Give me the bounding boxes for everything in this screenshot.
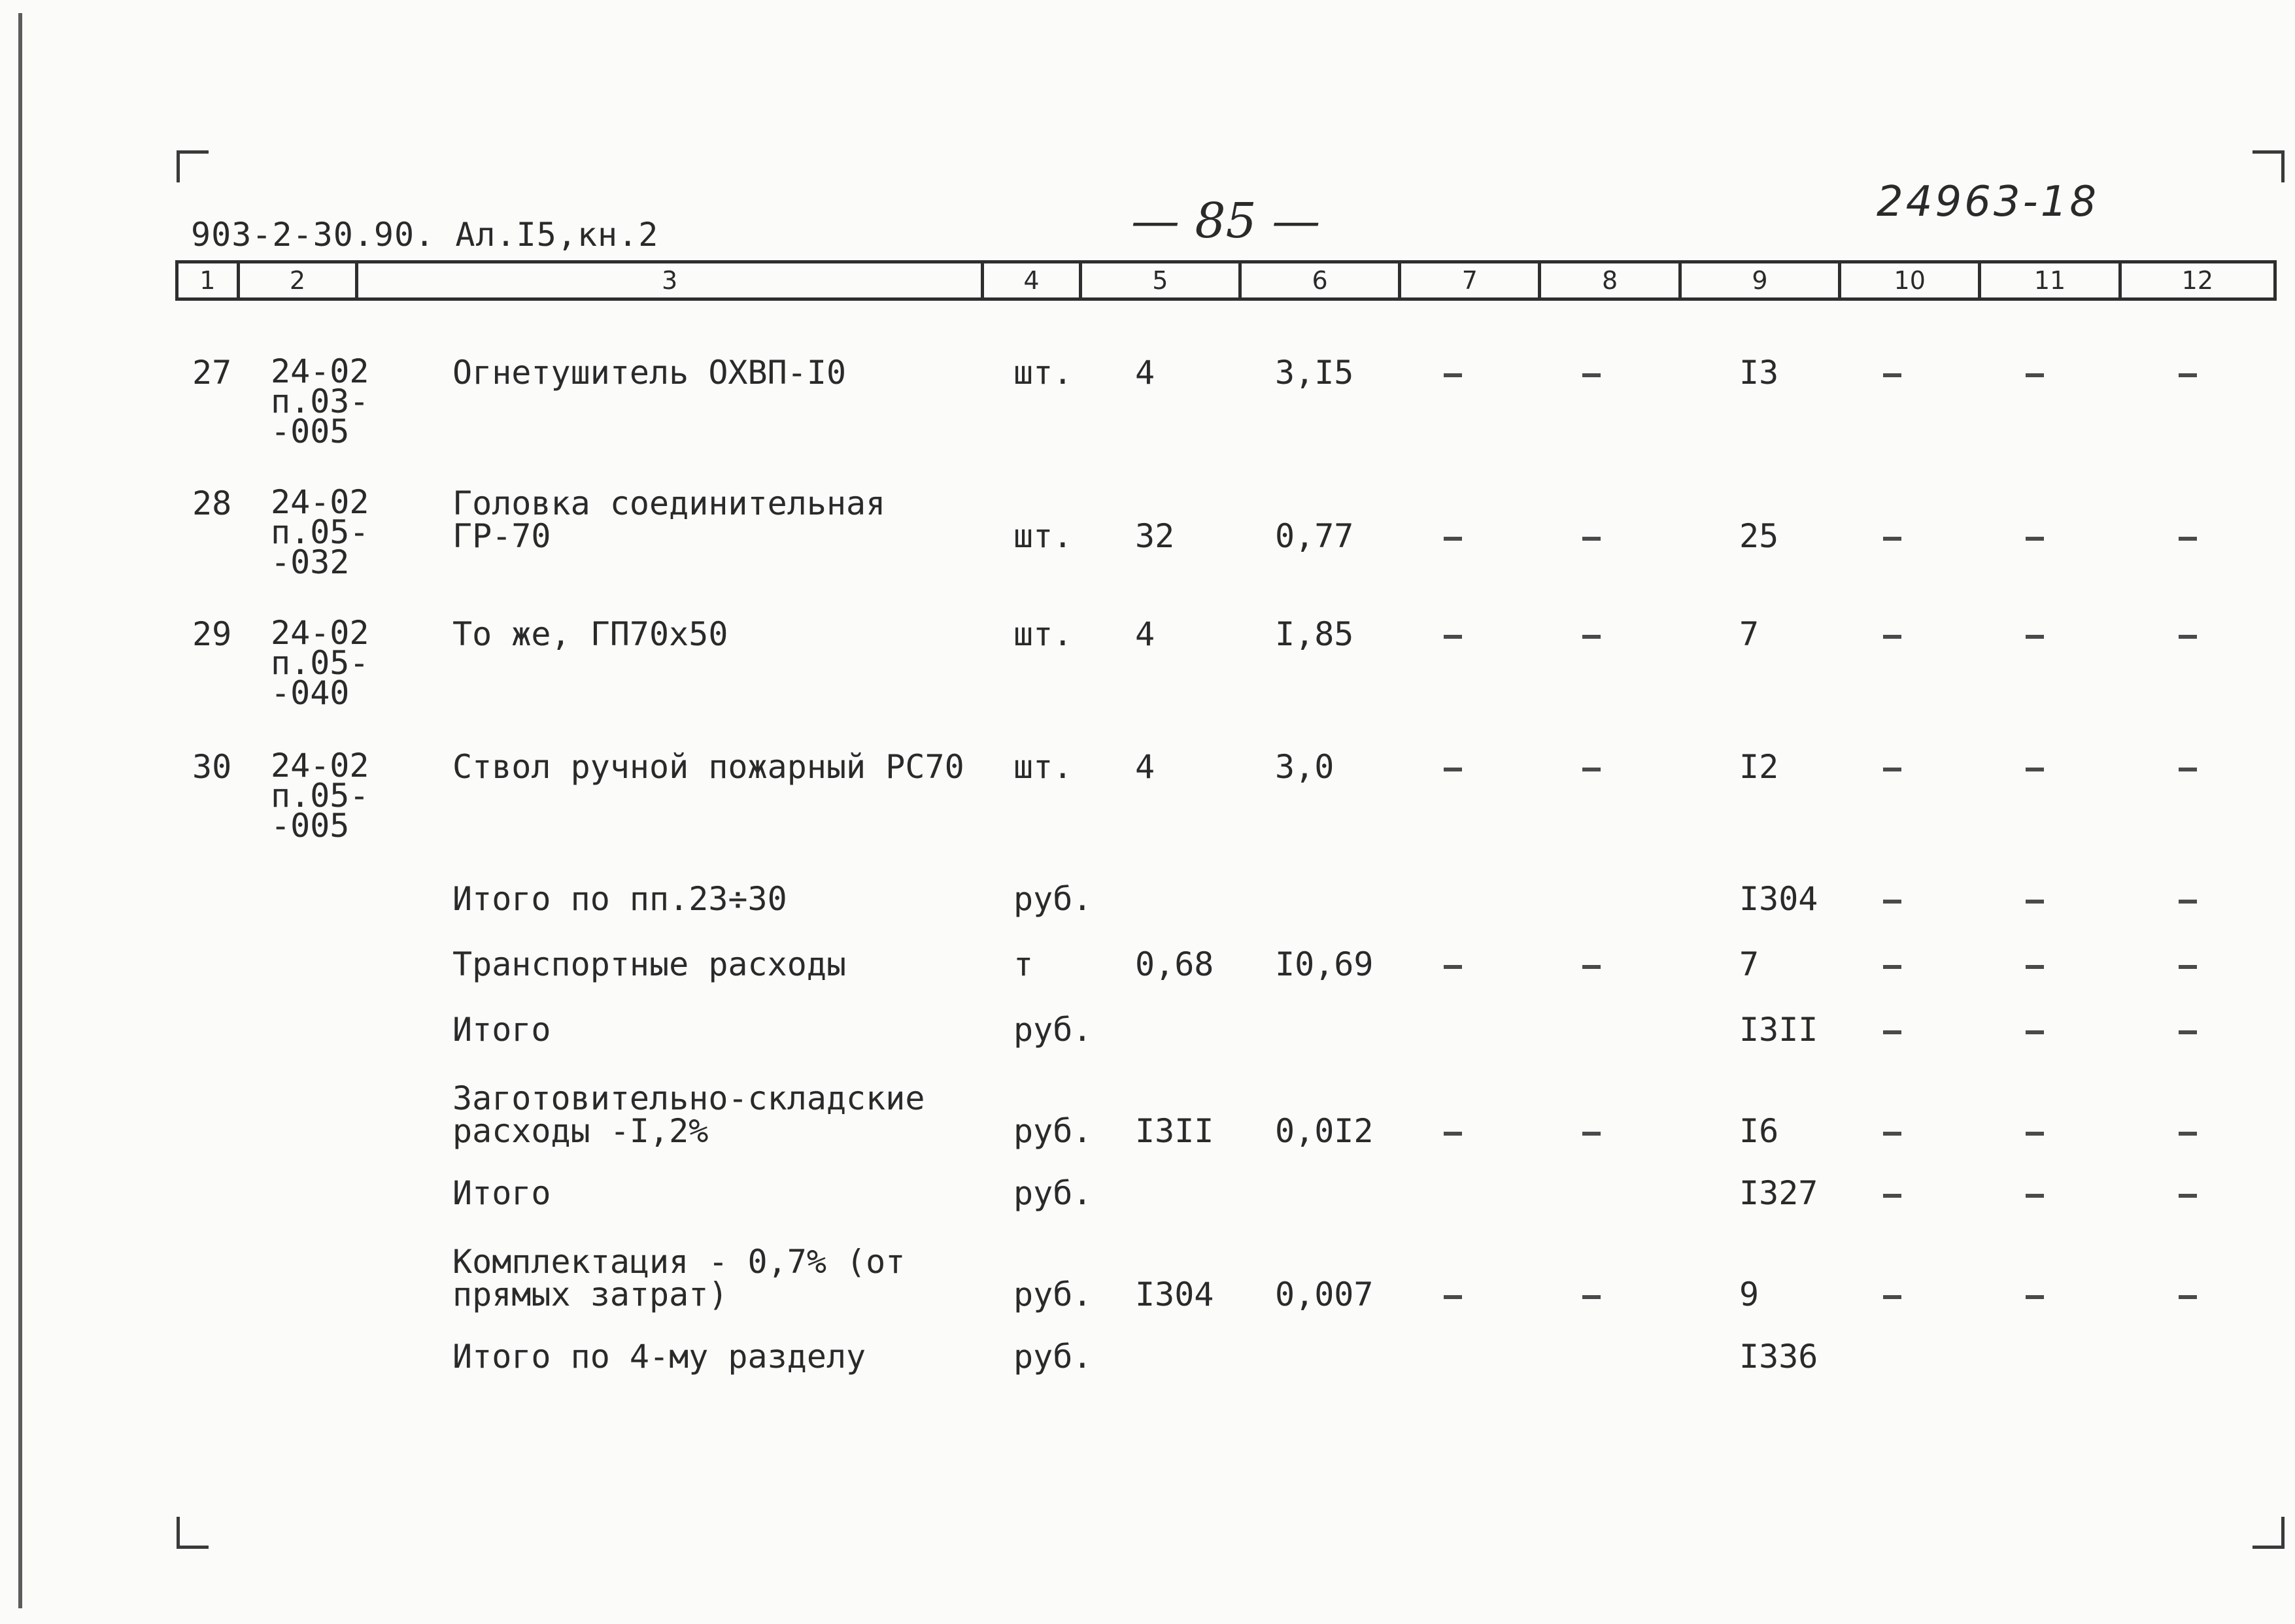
cell-total: I3II <box>1739 1011 1818 1049</box>
column-header-10: 10 <box>1841 263 1981 297</box>
cell-unit: руб. <box>1013 1338 1093 1376</box>
dash-mark <box>2026 768 2044 771</box>
dash-mark <box>2179 373 2197 377</box>
cell-name: Комплектация - 0,7% (от прямых затрат) <box>452 1243 906 1313</box>
dash-mark <box>1444 373 1462 377</box>
dash-mark <box>1883 1030 1901 1034</box>
dash-mark <box>1883 768 1901 771</box>
dash-mark <box>1883 965 1901 969</box>
cell-name: Итого <box>452 1011 551 1049</box>
dash-mark <box>2179 1295 2197 1299</box>
cell-unit: шт. <box>1013 615 1073 653</box>
dash-mark <box>1444 537 1462 541</box>
dash-mark <box>1582 373 1601 377</box>
cell-name: Ствол ручной пожарный РС70 <box>452 748 964 786</box>
dash-mark <box>1883 373 1901 377</box>
cell-num: 29 <box>192 615 232 653</box>
dash-mark <box>1883 1194 1901 1198</box>
dash-mark <box>1582 965 1601 969</box>
column-header-7: 7 <box>1401 263 1541 297</box>
cell-total: I304 <box>1739 880 1818 918</box>
cell-code: 24-02 п.03- -005 <box>271 352 369 450</box>
cell-unit: руб. <box>1013 1112 1093 1150</box>
dash-mark <box>1883 635 1901 639</box>
cell-name: Головка соединительная ГР-70 <box>452 484 886 555</box>
dash-mark <box>1883 1295 1901 1299</box>
column-header-12: 12 <box>2181 266 2214 295</box>
corner-mark-top-right <box>2252 150 2285 182</box>
dash-mark <box>1883 900 1901 904</box>
corner-mark-bottom-right <box>2252 1517 2285 1549</box>
cell-qty: I3II <box>1135 1112 1214 1150</box>
cell-unit: шт. <box>1013 517 1073 555</box>
cell-qty: 4 <box>1135 748 1155 786</box>
dash-mark <box>2026 1030 2044 1034</box>
cell-price: 0,77 <box>1275 517 1354 555</box>
cell-total: I2 <box>1739 748 1779 786</box>
dash-mark <box>2026 900 2044 904</box>
cell-name: Итого <box>452 1174 551 1212</box>
dash-mark <box>2179 768 2197 771</box>
column-header-2: 2 <box>240 263 358 297</box>
column-header-5: 5 <box>1082 263 1242 297</box>
document-number: 24963-18 <box>1877 178 2100 226</box>
cell-price: I,85 <box>1275 615 1354 653</box>
cell-name: Итого по пп.23÷30 <box>452 880 787 918</box>
cell-price: 0,007 <box>1275 1276 1374 1313</box>
cell-total: 9 <box>1739 1276 1760 1313</box>
dash-mark <box>1444 635 1462 639</box>
dash-mark <box>2179 900 2197 904</box>
dash-mark <box>2026 373 2044 377</box>
cell-name: Итого по 4-му разделу <box>452 1338 866 1376</box>
dash-mark <box>2179 965 2197 969</box>
cell-name: Огнетушитель ОХВП-I0 <box>452 354 847 392</box>
dash-mark <box>1883 537 1901 541</box>
cell-total: 7 <box>1739 945 1760 983</box>
cell-qty: 32 <box>1135 517 1175 555</box>
cell-unit: руб. <box>1013 1276 1093 1313</box>
page-binding-edge <box>18 13 22 1608</box>
cell-unit: шт. <box>1013 354 1073 392</box>
dash-mark <box>1582 1295 1601 1299</box>
dash-mark <box>1582 537 1601 541</box>
document-code: 903-2-30.90. Ал.I5,кн.2 <box>191 216 659 254</box>
cell-total: I327 <box>1739 1174 1818 1212</box>
page-number: — 85 — <box>1131 193 1321 249</box>
column-header-8: 8 <box>1541 263 1681 297</box>
cell-total: I3 <box>1739 354 1779 392</box>
column-number-header <box>175 260 2277 301</box>
dash-mark <box>1444 965 1462 969</box>
dash-mark <box>1582 1132 1601 1136</box>
dash-mark <box>2179 1132 2197 1136</box>
cell-total: 7 <box>1739 615 1760 653</box>
cell-num: 30 <box>192 748 232 786</box>
column-header-1: 1 <box>178 263 240 297</box>
cell-num: 27 <box>192 354 232 392</box>
dash-mark <box>2026 1132 2044 1136</box>
cell-unit: т <box>1013 945 1034 983</box>
column-header-9: 9 <box>1682 263 1841 297</box>
cell-price: 0,0I2 <box>1275 1112 1374 1150</box>
column-header-11: 11 <box>1981 263 2121 297</box>
dash-mark <box>1444 1132 1462 1136</box>
dash-mark <box>2026 1295 2044 1299</box>
cell-qty: 0,68 <box>1135 945 1214 983</box>
cell-code: 24-02 п.05- -040 <box>271 614 369 712</box>
cell-price: 3,I5 <box>1275 354 1354 392</box>
dash-mark <box>1883 1132 1901 1136</box>
cell-unit: руб. <box>1013 1011 1093 1049</box>
dash-mark <box>2026 965 2044 969</box>
cell-qty: 4 <box>1135 354 1155 392</box>
column-header-3: 3 <box>358 263 984 297</box>
cell-total: 25 <box>1739 517 1779 555</box>
dash-mark <box>2026 635 2044 639</box>
cell-name: Заготовительно-складские расходы -I,2% <box>452 1079 925 1150</box>
dash-mark <box>1582 768 1601 771</box>
dash-mark <box>2026 1194 2044 1198</box>
corner-mark-top-left <box>177 150 209 182</box>
cell-name: Транспортные расходы <box>452 945 847 983</box>
dash-mark <box>2179 1194 2197 1198</box>
cell-unit: руб. <box>1013 880 1093 918</box>
cell-total: I6 <box>1739 1112 1779 1150</box>
dash-mark <box>1582 635 1601 639</box>
cell-qty: 4 <box>1135 615 1155 653</box>
dash-mark <box>2026 537 2044 541</box>
dash-mark <box>2179 537 2197 541</box>
dash-mark <box>1444 1295 1462 1299</box>
cell-price: I0,69 <box>1275 945 1374 983</box>
cell-code: 24-02 п.05- -005 <box>271 747 369 845</box>
cell-num: 28 <box>192 484 232 522</box>
cell-total: I336 <box>1739 1338 1818 1376</box>
dash-mark <box>1444 768 1462 771</box>
cell-unit: руб. <box>1013 1174 1093 1212</box>
cell-name: То же, ГП70х50 <box>452 615 728 653</box>
dash-mark <box>2179 635 2197 639</box>
cell-qty: I304 <box>1135 1276 1214 1313</box>
cell-code: 24-02 п.05- -032 <box>271 483 369 581</box>
column-header-6: 6 <box>1242 263 1401 297</box>
corner-mark-bottom-left <box>177 1517 209 1549</box>
cell-unit: шт. <box>1013 748 1073 786</box>
cell-price: 3,0 <box>1275 748 1334 786</box>
dash-mark <box>2179 1030 2197 1034</box>
column-header-4: 4 <box>984 263 1082 297</box>
